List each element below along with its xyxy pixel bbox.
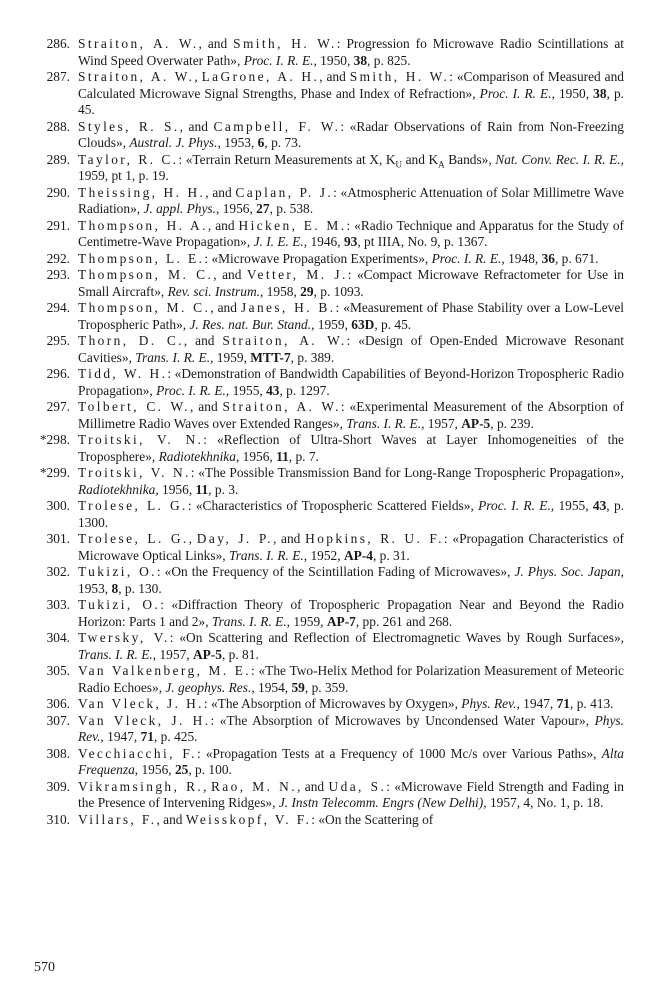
reference-number: 303. — [46, 597, 70, 612]
reference-entry — [0, 498, 648, 531]
citation-text: : «Propagation Tests at a Frequency of 1000 Mc/s over Various Paths», — [196, 745, 602, 761]
citation-text: , 1956, — [235, 448, 277, 464]
citation-text: : «The Two-Helix Method for Polarization Measurement of Meteoric Radio Echoes», — [78, 663, 624, 695]
citation-text: , 1947, — [516, 696, 557, 711]
subscript: U — [395, 159, 403, 170]
reference-number: 301. — [46, 531, 70, 546]
reference-number: 289. — [46, 151, 70, 167]
reference-entry — [0, 69, 648, 119]
author-name: Thompson, M. C. — [78, 300, 211, 315]
page-number: 570 — [34, 960, 55, 975]
author-name: Vetter, M. J. — [246, 267, 348, 282]
citation-text: , 1959, — [210, 349, 251, 365]
citation-text: , — [203, 778, 211, 794]
citation-text: , 1957, 4, No. 1, p. 18. — [483, 795, 604, 810]
citation-text: : «Design of Open-Ended Microwave Resonant Cavities», — [78, 333, 624, 365]
citation-text: , pp. 261 and 268. — [355, 613, 453, 629]
author-name: Hopkins, R. U. F. — [305, 531, 444, 546]
author-name: Tidd, W. H. — [78, 366, 168, 381]
citation-text: , pt IIIA, No. 9, p. 1367. — [357, 234, 488, 249]
author-name: Rao, M. N. — [210, 778, 297, 794]
reference-number: 290. — [46, 184, 70, 200]
journal-title: Trans. I. R. E. — [135, 349, 211, 365]
citation-text: , and — [272, 531, 306, 546]
citation-text: : «The Possible Transmission Band for Long-Range Tropospheric Propagation», — [190, 465, 624, 480]
author-name: Styles, R. S. — [78, 118, 180, 134]
citation-text: , and — [210, 300, 241, 315]
journal-title: Proc. I. R. E. — [478, 498, 551, 513]
citation-text: : «Radar Observations of Rain from Non-Freezing Clouds», — [78, 118, 624, 150]
citation-text: , and — [198, 36, 234, 51]
citation-text: , p. 100. — [188, 762, 232, 777]
citation-text: Bands», — [444, 151, 496, 167]
citation-text: : «Reflection of Ultra-Short Waves at Layer Inhomogeneities of the Troposphere», — [78, 432, 624, 464]
citation-text: , — [188, 531, 197, 546]
volume-number: 27 — [256, 201, 270, 216]
author-name: Straiton, A. W. — [222, 333, 347, 348]
citation-text: : «Propagation Characteristics of Microwave Optical Links», — [78, 531, 625, 563]
author-name: Troitski, V. N. — [78, 432, 204, 447]
citation-text: , 1948, — [501, 250, 542, 266]
citation-text: , and — [207, 217, 239, 233]
citation-text: and K — [402, 151, 439, 167]
author-name: Thompson, L. E. — [78, 250, 205, 266]
citation-text: , p. 31. — [372, 547, 410, 563]
author-name: Van Valkenberg, M. E. — [78, 663, 252, 678]
citation-text: : «Microwave Field Strength and Fading in the Presence of Intervening Ridges», — [78, 778, 624, 810]
citation-text: , 1950, — [313, 52, 354, 68]
reference-number: 304. — [46, 630, 70, 645]
reference-list — [0, 36, 648, 828]
author-name: Troitski, V. N. — [78, 465, 191, 480]
reference-entry — [0, 333, 648, 366]
reference-entry — [0, 663, 648, 696]
reference-entry — [0, 597, 648, 630]
citation-text: , and — [156, 811, 186, 827]
citation-text: , p. 1093. — [313, 283, 364, 299]
author-name: Caplan, P. J. — [235, 184, 334, 200]
reference-number: 310. — [46, 811, 70, 827]
journal-title: J. appl. Phys. — [143, 201, 216, 216]
journal-title: J. Phys. Soc. Japan — [514, 564, 621, 579]
author-name: Campbell, F. W. — [213, 118, 341, 134]
citation-text: : «On Scattering and Reflection of Electromagnetic Waves by Rough Surfaces», — [169, 630, 624, 645]
reference-entry — [0, 630, 648, 663]
reference-number: *299. — [39, 465, 70, 480]
citation-text: , 1947, — [100, 729, 141, 744]
citation-text: , 1946, — [303, 234, 344, 249]
citation-text: , 1959, — [311, 316, 352, 332]
reference-number: 302. — [46, 564, 70, 579]
author-name: Straiton, A. W. — [222, 399, 341, 414]
citation-text: : «On the Frequency of the Scintillation Fading of Microwaves», — [156, 564, 515, 579]
reference-number: 308. — [46, 745, 70, 761]
reference-number: 297. — [46, 399, 70, 414]
reference-number: 307. — [46, 712, 70, 728]
reference-entry — [0, 399, 648, 432]
author-name: Weisskopf, V. F. — [185, 811, 312, 827]
citation-text: : «On the Scattering of — [311, 811, 434, 827]
author-name: Villars, F. — [78, 811, 157, 827]
volume-number: 6 — [257, 135, 265, 150]
citation-text: : «Radio Technique and Apparatus for the Study of Centimetre-Wave Propagation», — [78, 217, 624, 249]
citation-text: : «Microwave Propagation Experiments», — [204, 250, 432, 266]
citation-text: , p. 1297. — [279, 382, 330, 398]
journal-title: Rev. sci. Instrum. — [167, 283, 260, 299]
reference-number: 305. — [46, 663, 70, 678]
reference-entry — [0, 267, 648, 300]
citation-text: , p. 45. — [374, 316, 412, 332]
volume-number: AP-5 — [461, 415, 491, 431]
citation-text: , p. 389. — [290, 349, 335, 365]
citation-text: , p. 671. — [554, 250, 599, 266]
citation-text: , p. 239. — [490, 415, 534, 431]
volume-number: MTT-7 — [250, 349, 291, 365]
citation-text: : «The Absorption of Microwaves by Oxygen», — [203, 696, 462, 711]
author-name: Taylor, R. C. — [78, 151, 179, 167]
reference-entry — [0, 531, 648, 564]
author-name: Thorn, D. C. — [78, 333, 184, 348]
citation-text: , 1953, — [217, 135, 258, 150]
author-name: Uda, S. — [328, 778, 387, 794]
citation-text: , p. 425. — [153, 729, 198, 744]
reference-entry — [0, 36, 648, 69]
author-name: Thompson, M. C. — [78, 267, 214, 282]
reference-entry — [0, 152, 648, 185]
citation-text: , 1955, — [550, 498, 593, 513]
reference-entry — [0, 300, 648, 333]
citation-text: , p. 130. — [118, 580, 162, 596]
author-name: Tolbert, C. W. — [78, 399, 191, 414]
citation-text: : «Compact Microwave Refractometer for Use in Small Aircraft», — [78, 267, 624, 299]
citation-text: , and — [183, 333, 223, 348]
author-name: Thompson, H. A. — [78, 217, 208, 233]
citation-text: , and — [205, 184, 236, 200]
author-name: Day, J. P. — [196, 531, 273, 546]
citation-text: : «Atmospheric Attenuation of Solar Millimetre Wave Radiation», — [78, 184, 624, 216]
journal-title: Austral. J. Phys. — [129, 135, 218, 150]
reference-number: 295. — [46, 333, 70, 348]
subscript: A — [438, 159, 445, 170]
author-name: Twersky, V. — [78, 630, 170, 645]
author-name: Vikramsingh, R. — [78, 778, 204, 794]
citation-text: , p. 359. — [304, 679, 349, 695]
journal-title: J. I. E. E. — [253, 234, 304, 249]
citation-text: , 1956, — [134, 762, 175, 777]
journal-title: Phys. Rev. — [461, 696, 517, 711]
citation-text: , 1953, — [78, 564, 624, 596]
volume-number: 71 — [140, 729, 154, 744]
reference-entry — [0, 119, 648, 152]
citation-text: , 1950, — [551, 85, 594, 101]
reference-number: 300. — [46, 498, 70, 513]
citation-text: : «The Absorption of Microwaves by Uncondensed Water Vapour», — [210, 712, 595, 728]
volume-number: AP-7 — [326, 613, 356, 629]
journal-title: Nat. Conv. Rec. I. R. E. — [495, 151, 621, 167]
reference-entry — [0, 696, 648, 713]
author-name: Smith, H. W. — [349, 69, 450, 84]
reference-number: 288. — [46, 118, 70, 134]
citation-text: : «Experimental Measurement of the Absorption of Millimetre Radio Waves over Extended Ranges», — [78, 399, 624, 431]
reference-number: 292. — [46, 250, 70, 266]
citation-text: , p. 3. — [208, 481, 239, 497]
reference-number: 296. — [46, 366, 70, 381]
citation-text: , p. 538. — [269, 201, 314, 216]
reference-entry — [0, 366, 648, 399]
reference-entry — [0, 185, 648, 218]
author-name: Smith, H. W. — [233, 36, 337, 51]
citation-text: , 1952, — [303, 547, 344, 563]
author-name: Van Vleck, J. H. — [78, 712, 211, 728]
citation-text: , and — [213, 267, 247, 282]
volume-number: AP-4 — [343, 547, 373, 563]
citation-text: , p. 7. — [288, 448, 319, 464]
citation-text: : «Characteristics of Tropospheric Scattered Fields», — [187, 498, 479, 513]
volume-number: 36 — [541, 250, 555, 266]
journal-title: Proc. I. R. E. — [479, 85, 552, 101]
citation-text: : «Diffraction Theory of Tropospheric Propagation Near and Beyond the Radio Horizon: Parts 1 and 2», — [78, 597, 624, 629]
author-name: Van Vleck, J. H. — [78, 696, 204, 711]
volume-number: 93 — [343, 234, 358, 249]
journal-title: Phys. Rev. — [78, 712, 624, 744]
volume-number: 11 — [276, 448, 289, 464]
citation-text: , and — [190, 399, 223, 414]
citation-text: , p. 825. — [367, 52, 411, 68]
volume-number: 43 — [266, 382, 280, 398]
reference-entry — [0, 746, 648, 779]
volume-number: 29 — [300, 283, 314, 299]
citation-text: , 1958, — [259, 283, 301, 299]
citation-text: , p. 81. — [221, 646, 259, 662]
journal-title: J. geophys. Res. — [165, 679, 252, 695]
volume-number: AP-5 — [192, 646, 222, 662]
journal-title: Proc. I. R. E. — [156, 382, 226, 398]
reference-number: 309. — [46, 778, 70, 794]
journal-title: Trans. I. R. E. — [346, 415, 422, 431]
reference-entry — [0, 465, 648, 498]
author-name: Theissing, H. H. — [78, 184, 206, 200]
volume-number: 25 — [174, 762, 189, 777]
citation-text: , and — [319, 69, 350, 84]
citation-text: : «Comparison of Measured and Calculated Microwave Signal Strengths, Phase and Index of Refraction», — [78, 69, 624, 101]
reference-number: 294. — [46, 300, 70, 315]
author-name: Tukizi, O. — [78, 564, 157, 579]
author-name: Tukizi, O. — [78, 597, 161, 612]
citation-text: , 1957, — [152, 646, 193, 662]
volume-number: 43 — [592, 498, 607, 513]
citation-text: , p. 1300. — [78, 498, 625, 530]
reference-entry — [0, 779, 648, 812]
citation-text: , 1956, — [155, 481, 196, 497]
author-name: Straiton, A. W. — [78, 69, 195, 84]
citation-text: , and — [179, 118, 214, 134]
reference-number: *298. — [39, 432, 70, 447]
reference-entry — [0, 564, 648, 597]
journal-title: Proc. I. R. E. — [431, 250, 502, 266]
citation-text: , 1959, pt 1, p. 19. — [78, 151, 625, 183]
citation-text: , 1955, — [225, 382, 267, 398]
volume-number: 38 — [593, 85, 607, 101]
author-name: Straiton, A. W. — [78, 36, 199, 51]
citation-text: , 1954, — [251, 679, 292, 695]
volume-number: 11 — [195, 481, 209, 497]
reference-number: 291. — [46, 217, 70, 233]
volume-number: 38 — [353, 52, 368, 68]
reference-number: 286. — [46, 36, 70, 51]
reference-entry — [0, 218, 648, 251]
citation-text: , 1957, — [421, 415, 462, 431]
citation-text: , p. 45. — [78, 85, 624, 117]
citation-text: , — [194, 69, 202, 84]
citation-text: , p. 413. — [570, 696, 614, 711]
journal-title: Trans. I. R. E. — [211, 613, 287, 629]
reference-number: 306. — [46, 696, 70, 711]
volume-number: 71 — [556, 696, 570, 711]
journal-title: Radiotekhnika — [78, 481, 156, 497]
reference-entry — [0, 812, 648, 829]
journal-title: Radiotekhnika — [158, 448, 236, 464]
reference-number: 287. — [46, 69, 70, 84]
reference-entry — [0, 713, 648, 746]
author-name: Trolese, L. G. — [78, 498, 188, 513]
journal-title: Proc. I. R. E. — [243, 52, 314, 68]
author-name: Janes, H. B. — [240, 300, 336, 315]
citation-text: : «Terrain Return Measurements at X, K — [178, 151, 396, 167]
journal-title: J. Res. nat. Bur. Stand. — [189, 316, 312, 332]
journal-title: Trans. I. R. E. — [228, 547, 304, 563]
citation-text: , p. 73. — [264, 135, 302, 150]
journal-title: Alta Frequenza — [78, 745, 624, 777]
journal-title: Trans. I. R. E. — [78, 646, 153, 662]
reference-number: 293. — [46, 267, 70, 282]
citation-text: : «Demonstration of Bandwidth Capabilities of Beyond-Horizon Tropospheric Radio Propagation», — [78, 366, 625, 398]
volume-number: 63D — [351, 316, 375, 332]
citation-text: , 1959, — [286, 613, 327, 629]
citation-text: , 1956, — [216, 201, 257, 216]
volume-number: 8 — [111, 580, 119, 596]
citation-text: : Progression fo Microwave Radio Scintillations at Wind Speed Overwater Path», — [78, 36, 624, 68]
author-name: Hicken, E. M. — [238, 217, 347, 233]
author-name: Vecchiacchi, F. — [78, 745, 197, 761]
volume-number: 59 — [291, 679, 305, 695]
citation-text: : «Measurement of Phase Stability over a Low-Level Tropospheric Path», — [78, 300, 624, 332]
journal-title: J. Instn Telecomm. Engrs (New Delhi) — [278, 795, 484, 810]
reference-entry — [0, 432, 648, 465]
reference-entry — [0, 251, 648, 268]
citation-text: , and — [297, 778, 329, 794]
author-name: Trolese, L. G. — [78, 531, 189, 546]
author-name: LaGrone, A. H. — [201, 69, 320, 84]
